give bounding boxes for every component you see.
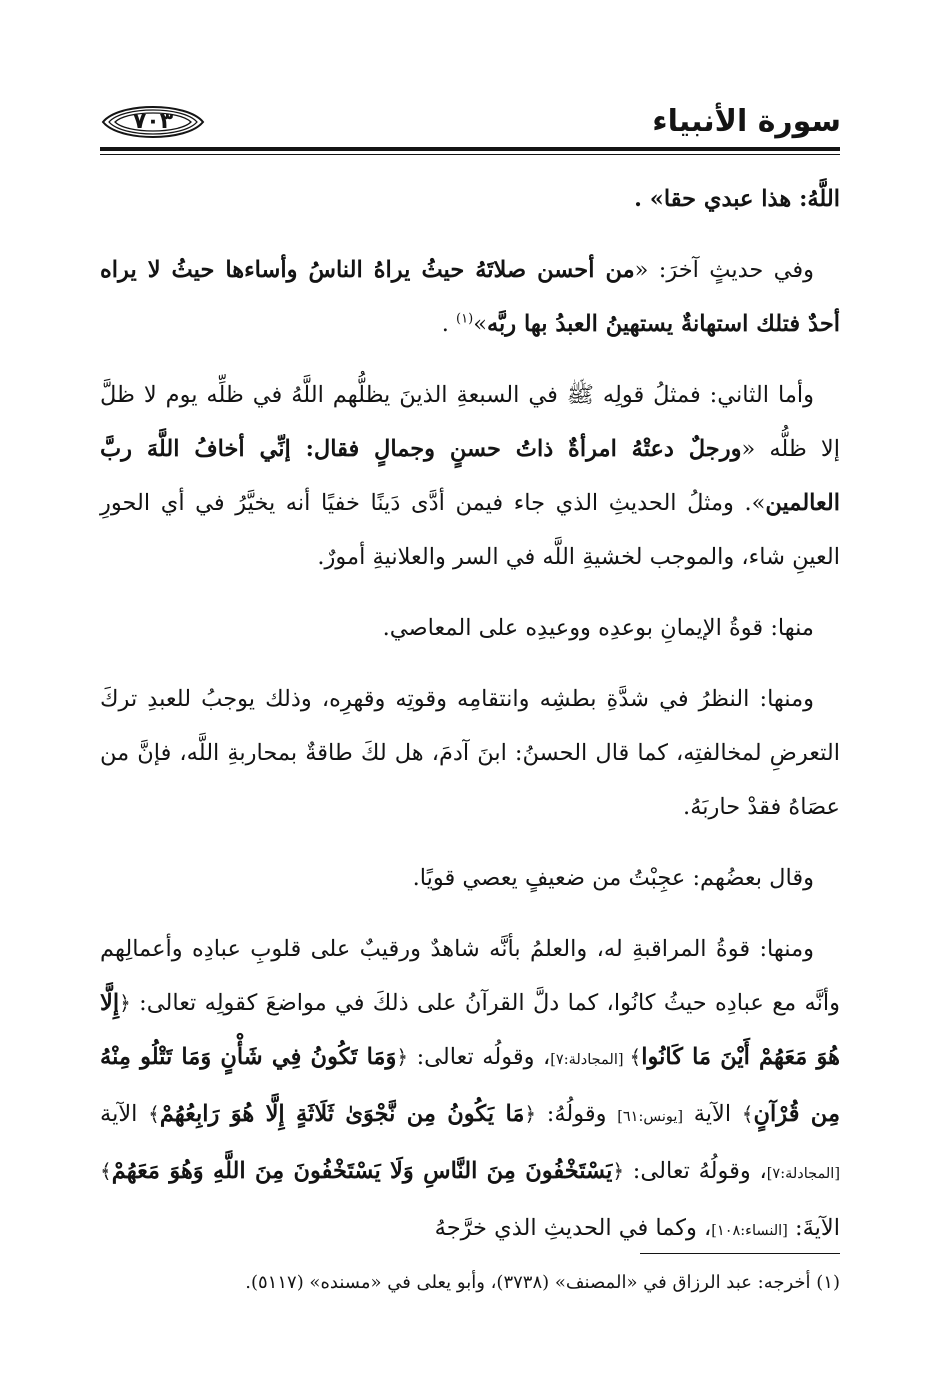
text-run: وقولُهُ: (536, 1101, 618, 1127)
quran-verse: يَسْتَخْفُونَ مِنَ النَّاسِ وَلَا يَسْتَخْفُونَ مِنَ اللَّهِ وَهُوَ مَعَهُمْ (111, 1158, 613, 1184)
text-run: ، وقولُه تعالى: (408, 1044, 551, 1070)
hadith-quote: من أحسن صلاتَهُ حيثُ يراهُ الناسُ وأساءها حيثُ لا يراه أحدٌ فتلك استهانةٌ يستهينُ العبدُ بها ربَّه (100, 257, 840, 337)
header-rule (100, 147, 840, 151)
text-run: وفي حديثٍ آخرَ: « (634, 257, 815, 283)
main-text (100, 172, 840, 1275)
text-run: . (441, 311, 457, 337)
page-number: ٧٠٣ (132, 109, 174, 134)
paragraph (100, 601, 840, 655)
text-run: ، وكما في الحديثِ الذي خرَّجهُ (434, 1215, 712, 1241)
ornate-bracket-close: ﴾ (148, 1102, 160, 1126)
paragraph (100, 243, 840, 351)
page-number-badge (101, 101, 205, 143)
ornate-bracket-open: ﴿ (119, 991, 131, 1015)
verse-reference: [النساء:١٠٨] (711, 1223, 788, 1239)
text-run: وقال بعضُهم: عجِبْتُ من ضعيفٍ يعصي قويًا. (412, 865, 814, 891)
text-run: منها: قوةُ الإيمانِ بوعدِه ووعيدِه على المعاصي. (382, 615, 814, 641)
text-run: الآية (100, 1101, 149, 1127)
text-run: الآيةَ: (787, 1215, 840, 1241)
quran-verse: وَمَا تَكُونُ فِي شَأْنٍ وَمَا تَتْلُو مِنْهُ مِن قُرْآنٍ (100, 1044, 840, 1127)
text-run: اللَّهُ: هذا عبدي حقا» . (634, 186, 840, 212)
ornate-bracket-open: ﴿ (396, 1045, 409, 1069)
ornate-bracket-close: ﴾ (629, 1045, 642, 1069)
hadith-quote: ورجلٌ دعتْهُ امرأةٌ ذاتُ حسنٍ وجمالٍ فقال: إنِّي أخافُ اللَّهَ ربَّ العالمين (100, 436, 840, 516)
quran-verse: إِلَّا هُوَ مَعَهُمْ أَيْنَ مَا كَانُوا (100, 990, 840, 1070)
footnote: (١) أخرجه: عبد الرزاق في «المصنف» (٣٧٣٨)، وأبو يعلى في «مسنده» (٥١١٧). (245, 1272, 840, 1293)
footnote-rule (640, 1253, 840, 1254)
header-rule-thin (100, 154, 840, 155)
text-run: » (473, 311, 487, 337)
paragraph (100, 672, 840, 834)
verse-reference: [المجادلة:٧] (550, 1052, 630, 1068)
paragraph (100, 922, 840, 1258)
ornate-bracket-close: ﴾ (741, 1102, 754, 1126)
verse-reference: [يونس:٦١] (617, 1109, 684, 1125)
ornate-bracket-open: ﴿ (524, 1102, 537, 1126)
footnote-ref: (١) (456, 311, 474, 327)
text-run: ومنها: قوةُ المراقبةِ له، والعلمُ بأنَّه شاهدٌ ورقيبٌ على قلوبِ عبادِه وأعمالِهم وأنَّه مع عبادِه حيثُ كانُوا، كما دلَّ القرآنُ على ذلكَ في مواضعَ كقولِه تعالى: (100, 936, 840, 1016)
paragraph (100, 172, 840, 226)
ornate-bracket-close: ﴾ (100, 1159, 112, 1183)
verse-reference: [المجادلة:٧] (766, 1166, 840, 1182)
text-run: ». ومثلُ الحديثِ الذي جاء فيمن أدَّى دَينًا خفيًا أنه يخيَّرُ في أي الحورِ العينِ شاء، والموجب لخشيةِ اللَّه في السر والعلانيةِ أمورٌ. (100, 490, 840, 570)
text-run: الآية (683, 1101, 742, 1127)
text-run: ، وقولُهُ تعالى: (624, 1158, 767, 1184)
ornate-bracket-open: ﴿ (612, 1159, 625, 1183)
paragraph (100, 368, 840, 584)
text-run: ومنها: النظرُ في شدَّةِ بطشِه وانتقامِه وقوتِه وقهرِه، وذلك يوجبُ للعبدِ تركَ التعرضِ لمخالفتِه، كما قال الحسنُ: ابنَ آدمَ، هل لكَ طاقةٌ بمحاربةِ اللَّه، فإنَّ من عصَاهُ فقدْ حاربَهُ. (100, 686, 840, 820)
text-run: وأما الثاني: فمثلُ قولِه ﷺ في السبعةِ الذينَ يظلُّهم اللَّهُ في ظلِّه يوم لا ظلَّ إلا ظلُّه « (100, 382, 841, 462)
running-header-title: سورة الأنبياء (652, 104, 841, 139)
quran-verse: مَا يَكُونُ مِن نَّجْوَىٰ ثَلَاثَةٍ إِلَّا هُوَ رَابِعُهُمْ (159, 1101, 525, 1127)
paragraph (100, 851, 840, 905)
